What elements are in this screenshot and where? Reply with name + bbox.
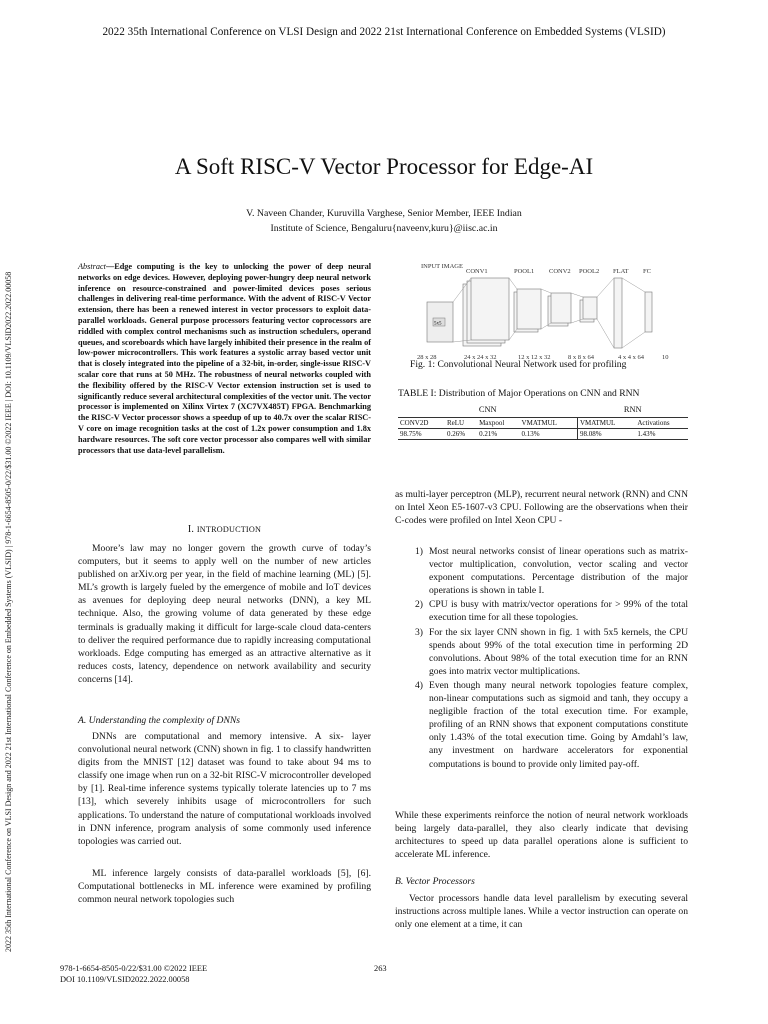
intro-paragraph-2: DNNs are computational and memory intensive. A six- layer convolutional neural network (CNN) shown in fig. 1 to classify handwritten digits from the MNIST [12] dataset was found to take about 94 ms to classify one image when run on a 32-bit RISC-V microcontroller developed by [1]. Real-time inference systems typically tolerate latencies up to 7 ms [13], which severely inhibits usage of microcontrollers for such applications. To understand the nature of computational workloads involved in DNN inference, program analysis of some commonly used inference topologies was carried out.: [78, 731, 371, 847]
fig-dim-conv1: 24 x 24 x 32: [464, 354, 497, 361]
section-heading-introduction: [78, 524, 371, 535]
cnn-figure: [397, 262, 687, 362]
list-item-number: 2): [415, 599, 423, 611]
fig-dim-input: 28 x 28: [417, 354, 437, 361]
table-header-cell: Activations: [637, 419, 670, 427]
kernel-label: 5x5: [434, 321, 442, 327]
abstract: [78, 262, 371, 456]
fig-dim-pool1: 12 x 12 x 32: [518, 354, 551, 361]
list-item-text: CPU is busy with matrix/vector operations for > 99% of the total execution time for all these topologies.: [429, 599, 688, 624]
list-item-text: For the six layer CNN shown in fig. 1 with 5x5 kernels, the CPU spends about 99% of the total execution time in performing 2D convolutions. About 98% of the total execution time for an RNN goes into matrix vector multiplications.: [429, 626, 688, 677]
footer-isbn: 978-1-6654-8505-0/22/$31.00 ©2022 IEEE: [60, 964, 208, 973]
table-header-cell: Maxpool: [479, 419, 505, 427]
flat-layer: [614, 278, 622, 348]
fig-dim-fc: 10: [662, 354, 669, 361]
list-item-text: Even though many neural network topologies feature complex, non-linear computations such as sigmoid and tanh, they occupy a negligible fraction of the total execution time. For example, profiling of an RNN shows that exponent computations constitute only 1.43% of the total execution time. Going by Amdahl’s law, any investment on hardware accelerators for exponential computations is bound to provide only limited pay-off.: [429, 679, 688, 770]
abstract-text: —Edge computing is the key to unlocking the power of deep neural networks on edge devices. However, deploying power-hungry deep neural network inference on resource-constrained and power-limited devices poses serious challenges in delivering real-time performance. With the advent of RISC-V Vector extension, there has been a renewed interest in vector processors to exploit data-parallel workloads. General purpose processors featuring vector coprocessors are riddled with complex control mechanisms such as instruction schedulers, operand queues, and scoreboards which have largely inhibited their presence in the realm of low-power microcontrollers. This work features a systolic array based vector unit that is closely integrated into the pipeline of a 32-bit, in-order, single-issue RISC-V scalar core that runs at 50 MHz. The robustness of neural networks coupled with the flexibility offered by the RISC-V Vector extension instruction set is used to significantly reduce several architectural complexities of the vector unit. The vector processor is implemented on Xilinx Virtex 7 (XC7VX485T) FPGA. Benchmarking the RISC-V Vector processor shows a speedup of up to 40.7x over the scalar RISC-V core on image recognition tasks at the cost of 1.2x power consumption and 1.8x hardware resources. The soft core vector processor also compares well with similar processors that use data-level parallelism.: [78, 262, 371, 455]
fig-label-conv2: CONV2: [549, 268, 571, 275]
intro-paragraph-1: Moore’s law may no longer govern the growth curve of today’s computers, but it seems to apply well on the number of new articles published on arXiv.org per year, in the field of machine learning (ML) [5]. ML’s growth is largely fueled by the emergence of mobile and IoT devices as avenues for deploying deep neural networks (DNN), a key ML technique. Also, the growing volume of data generated by these edge terminals is gradually making it difficult for large-scale cloud data-centers to deliver the required performance due to rapidly increasing computational workloads. Edge computing has emerged as an attractive alternative as it reduces costs, latency, dependence on network availability and security concerns [14].: [78, 543, 371, 685]
list-item: [395, 626, 688, 678]
fig-label-pool2: POOL2: [579, 268, 600, 275]
conference-header: 2022 35th International Conference on VLSI Design and 2022 21st International Conference on Embedded Systems (VLSID): [102, 26, 666, 38]
side-citation-strip: 2022 35th International Conference on VLSI Design and 2022 21st International Conference on Embedded Systems (VLSID) | 978-1-6654-8505-0/22/$31.00 ©2022 IEEE | DOI: 10.1109/VLSID2022.2022.00058: [4, 271, 13, 952]
right-paragraph-2: While these experiments reinforce the notion of neural network workloads being largely data-parallel, they also clearly indicate that devising architectures to speed up data parallel operations alone is sufficient to accelerate ML inference.: [395, 810, 688, 861]
table-value-cell: 1.43%: [637, 430, 656, 438]
table-header-cell: CONV2D: [400, 419, 429, 427]
figure-1-caption: Fig. 1: Convolutional Neural Network used for profiling: [410, 359, 627, 370]
section-title: INTRODUCTION: [196, 525, 262, 534]
page-number: 263: [374, 964, 387, 973]
table-group-rnn: RNN: [623, 405, 642, 414]
table-1-title: TABLE I: Distribution of Major Operations on CNN and RNN: [398, 388, 640, 399]
list-item: [395, 679, 688, 771]
fig-label-fc: FC: [643, 268, 651, 275]
intro-paragraph-3: ML inference largely consists of data-parallel workloads [5], [6]. Computational bottlenecks in ML inference were examined by profiling common neural network topologies such: [78, 868, 371, 906]
list-item: [395, 598, 688, 624]
list-item-number: 3): [415, 626, 423, 638]
conv2-stack: [548, 293, 571, 326]
subsection-a-heading: A. Understanding the complexity of DNNs: [78, 715, 241, 726]
table-header-cell: ReLU: [447, 419, 465, 427]
table-header-cell: VMATMUL: [520, 418, 578, 429]
pool2-stack: [580, 297, 597, 322]
footer-identifiers: [60, 964, 207, 985]
author-affiliation: Institute of Science, Bengaluru{naveenv,kuru}@iisc.ac.in: [270, 223, 498, 234]
author-names: V. Naveen Chander, Kuruvilla Varghese, Senior Member, IEEE Indian: [246, 208, 522, 219]
fig-dim-conv2: 8 x 8 x 64: [568, 354, 594, 361]
section-number: I.: [187, 524, 195, 535]
pool1-stack: [514, 289, 541, 332]
right-paragraph-1: as multi-layer perceptron (MLP), recurrent neural network (RNN) and CNN on Intel Xeon E5-1607-v3 CPU. Following are the observations when their C-codes were profiled on Intel Xeon CPU -: [395, 489, 688, 527]
paper-title: A Soft RISC-V Vector Processor for Edge-AI: [174, 154, 594, 179]
right-paragraph-3: Vector processors handle data level parallelism by executing several instructions across multiple lanes. While a vector instruction can operate on only one element at a time, it can: [395, 893, 688, 931]
table-value-cell: 0.21%: [479, 430, 498, 438]
abstract-lead: Abstract: [78, 262, 106, 271]
fig-label-pool1: POOL1: [514, 268, 535, 275]
table-value-cell: 98.75%: [400, 430, 422, 438]
list-item: [395, 545, 688, 597]
table-value-cell: 0.26%: [447, 430, 466, 438]
footer-doi: DOI 10.1109/VLSID2022.2022.00058: [60, 974, 190, 984]
table-group-cnn: CNN: [478, 405, 497, 414]
table-value-cell: 0.13%: [520, 429, 578, 440]
subsection-b-heading: B. Vector Processors: [395, 876, 475, 887]
fig-label-flat: FLAT: [613, 268, 629, 275]
fig-label-conv1: CONV1: [466, 268, 488, 275]
conv1-stack: [463, 278, 509, 346]
author-block: [0, 206, 768, 236]
fc-layer: [645, 292, 652, 332]
fig-dim-pool2: 4 x 4 x 64: [618, 354, 644, 361]
observations-list: [395, 545, 688, 772]
fig-label-input: INPUT IMAGE: [421, 263, 463, 270]
list-item-number: 4): [415, 679, 423, 691]
list-item-number: 1): [415, 546, 423, 557]
operations-table: [398, 404, 688, 440]
list-item-text: Most neural networks consist of linear operations such as matrix-vector multiplication, convolution, vector scaling and vector exponent computations. Percentage distribution of the major operations is shown in table I.: [429, 546, 688, 597]
table-value-cell: 98.08%: [579, 430, 602, 438]
table-header-cell: VMATMUL: [579, 419, 616, 427]
